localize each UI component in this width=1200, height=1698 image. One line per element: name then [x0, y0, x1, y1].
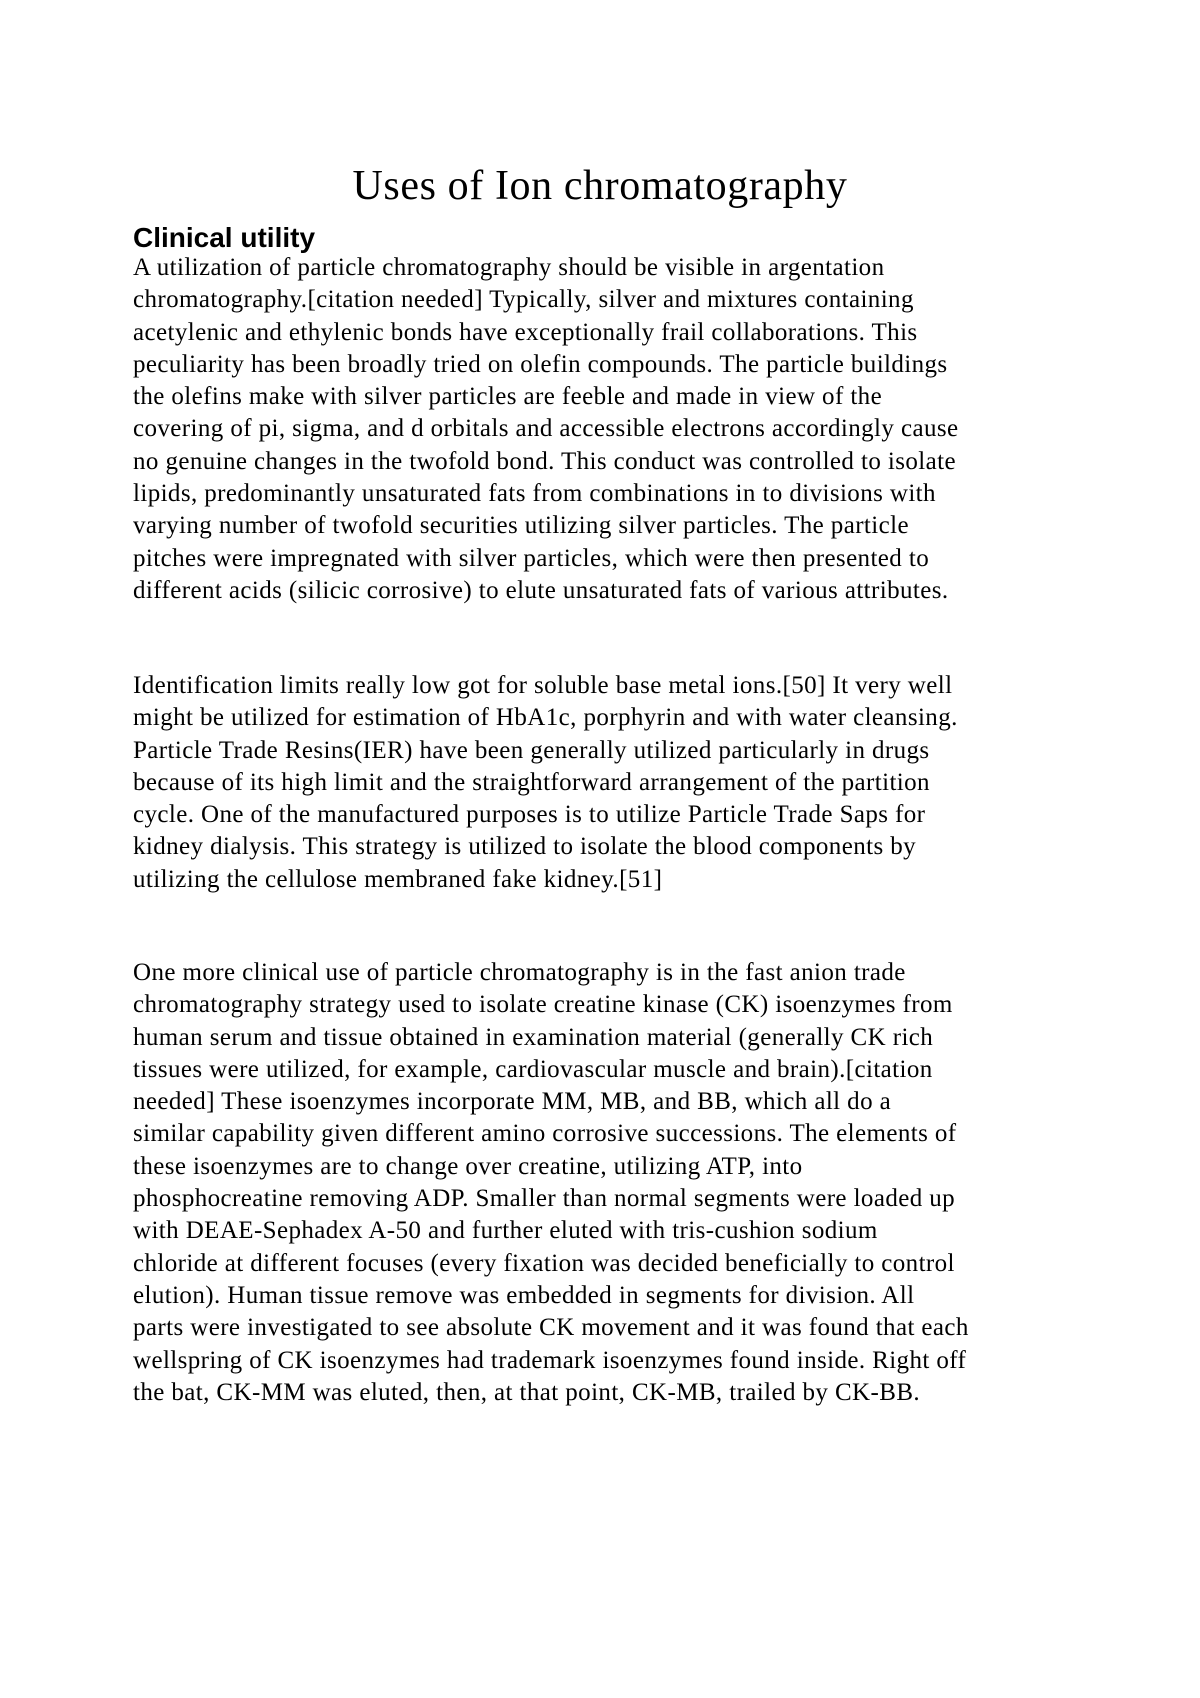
- text-line: lipids, predominantly unsaturated fats from combinations in to divisions with: [133, 480, 936, 508]
- text-line: with DEAE-Sephadex A-50 and further eluted with tris-cushion sodium: [133, 1217, 878, 1245]
- text-line: varying number of twofold securities utilizing silver particles. The particle: [133, 512, 909, 540]
- text-line: Identification limits really low got for soluble base metal ions.[50] It very well: [133, 672, 953, 699]
- text-line: the bat, CK-MM was eluted, then, at that point, CK-MB, trailed by CK-BB.: [133, 1378, 921, 1406]
- text-line: kidney dialysis. This strategy is utilized to isolate the blood components by: [133, 833, 917, 861]
- text-line: because of its high limit and the straightforward arrangement of the partition: [133, 768, 930, 796]
- paragraph-2: [133, 670, 1133, 896]
- text-line: wellspring of CK isoenzymes had trademark isoenzymes found inside. Right off: [133, 1346, 967, 1374]
- document-title: Uses of Ion chromatography: [352, 163, 848, 210]
- text-line: parts were investigated to see absolute CK movement and it was found that each: [133, 1314, 969, 1342]
- text-line: chloride at different focuses (every fixation was decided beneficially to control: [133, 1249, 955, 1277]
- text-line: cycle. One of the manufactured purposes is to utilize Particle Trade Saps for: [133, 801, 926, 829]
- text-line: needed] These isoenzymes incorporate MM, MB, and BB, which all do a: [133, 1088, 892, 1116]
- text-line: tissues were utilized, for example, cardiovascular muscle and brain).[citation: [133, 1055, 933, 1083]
- text-line: human serum and tissue obtained in examination material (generally CK rich: [133, 1023, 934, 1051]
- text-line: elution). Human tissue remove was embedded in segments for division. All: [133, 1281, 915, 1309]
- paragraph-1: [133, 252, 1133, 607]
- text-line: chromatography.[citation needed] Typically, silver and mixtures containing: [133, 286, 914, 314]
- paragraph-3: [133, 957, 1133, 1409]
- text-line: these isoenzymes are to change over creatine, utilizing ATP, into: [133, 1152, 803, 1180]
- text-line: different acids (silicic corrosive) to elute unsaturated fats of various attributes.: [133, 576, 949, 604]
- text-line: might be utilized for estimation of HbA1c, porphyrin and with water cleansing.: [133, 704, 958, 732]
- text-line: peculiarity has been broadly tried on olefin compounds. The particle buildings: [133, 350, 948, 378]
- text-line: similar capability given different amino corrosive successions. The elements of: [133, 1120, 957, 1148]
- text-line: A utilization of particle chromatography should be visible in argentation: [133, 254, 885, 281]
- text-line: chromatography strategy used to isolate creatine kinase (CK) isoenzymes from: [133, 991, 953, 1019]
- section-heading: Clinical utility: [133, 222, 316, 254]
- text-line: no genuine changes in the twofold bond. This conduct was controlled to isolate: [133, 447, 956, 475]
- text-line: pitches were impregnated with silver particles, which were then presented to: [133, 544, 930, 572]
- text-line: One more clinical use of particle chromatography is in the fast anion trade: [133, 959, 906, 986]
- text-line: phosphocreatine removing ADP. Smaller than normal segments were loaded up: [133, 1185, 956, 1213]
- text-line: utilizing the cellulose membraned fake kidney.[51]: [133, 865, 663, 893]
- text-line: covering of pi, sigma, and d orbitals and accessible electrons accordingly cause: [133, 415, 959, 443]
- text-line: the olefins make with silver particles are feeble and made in view of the: [133, 383, 883, 411]
- text-line: Particle Trade Resins(IER) have been generally utilized particularly in drugs: [133, 736, 930, 764]
- text-line: acetylenic and ethylenic bonds have exceptionally frail collaborations. This: [133, 318, 918, 346]
